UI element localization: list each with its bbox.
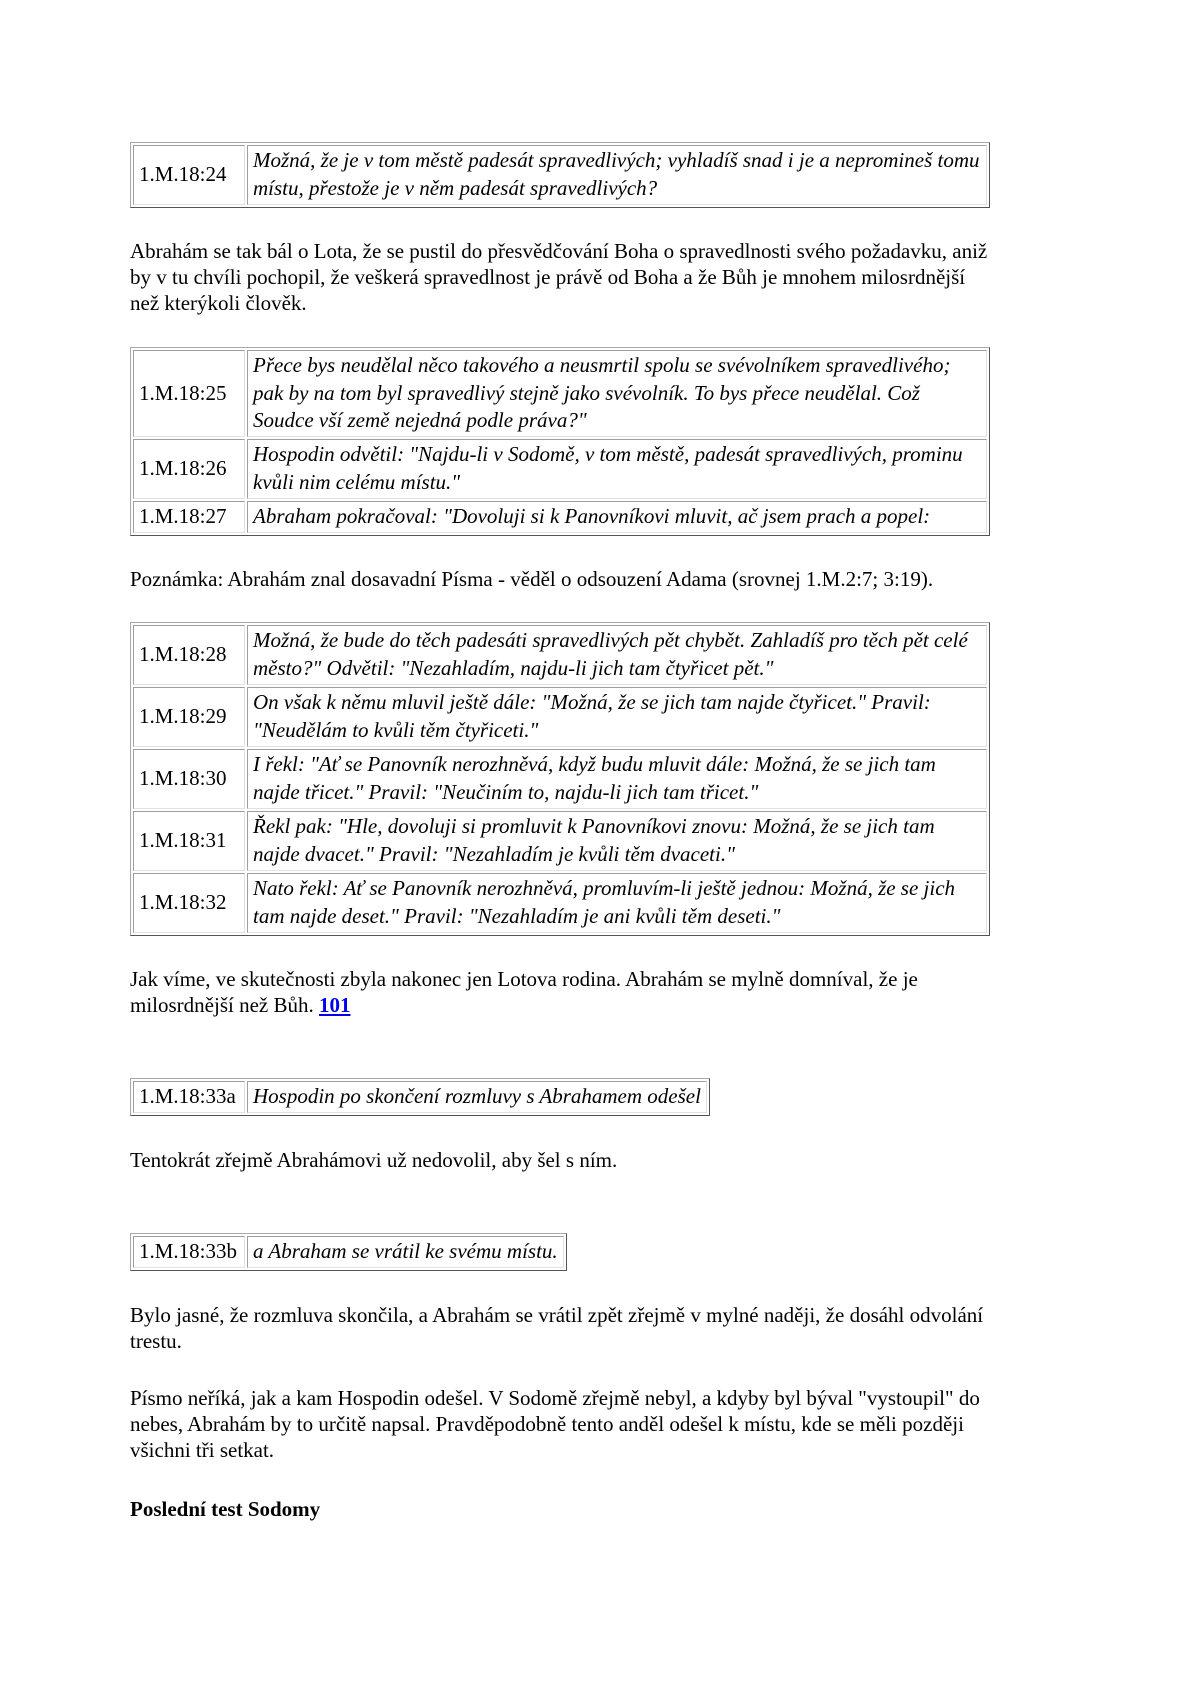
table-row <box>133 625 987 685</box>
table-row <box>133 350 987 438</box>
verse-ref: 1.M.18:29 <box>133 687 245 747</box>
table-row <box>133 439 987 499</box>
verse-table-18-24 <box>130 142 990 208</box>
verse-ref: 1.M.18:27 <box>133 501 245 533</box>
verse-table-wrap <box>130 1048 990 1117</box>
verse-table-18-28-32 <box>130 622 990 935</box>
verse-ref: 1.M.18:24 <box>133 145 245 205</box>
verse-text: Nato řekl: Ať se Panovník nerozhněvá, promluvím-li ještě jednou: Možná, že se jich tam najde deset." Pravil: "Nezahladím je ani kvůli těm deseti." <box>247 873 987 933</box>
verse-ref: 1.M.18:26 <box>133 439 245 499</box>
verse-text: Možná, že bude do těch padesáti spravedlivých pět chybět. Zahladíš pro těch pět celé město?" Odvětil: "Nezahladím, najdu-li jich tam čtyřicet pět." <box>247 625 987 685</box>
table-row <box>133 811 987 871</box>
verse-text: Řekl pak: "Hle, dovoluji si promluvit k Panovníkovi znovu: Možná, že se jich tam najde dvacet." Pravil: "Nezahladím je kvůli těm dvaceti." <box>247 811 987 871</box>
verse-text: Hospodin po skončení rozmluvy s Abrahamem odešel <box>247 1081 707 1113</box>
paragraph-scripture-says: Písmo neříká, jak a kam Hospodin odešel. V Sodomě zřejmě nebyl, a kdyby byl býval "vystoupil" do nebes, Abrahám by to určitě napsal. Pravděpodobně tento anděl odešel k místu, kde se měli později všichni tři setkat. <box>130 1385 980 1463</box>
paragraph-abraham-fear: Abrahám se tak bál o Lota, že se pustil do přesvědčování Boha o spravedlnosti svého požadavku, aniž by v tu chvíli pochopil, že veškerá spravedlnost je právě od Boha a že Bůh je mnohem milosrdnější než kterýkoli člověk. <box>130 238 988 316</box>
verse-ref: 1.M.18:33b <box>133 1236 245 1268</box>
table-row <box>133 501 987 533</box>
paragraph-lot-family <box>130 966 990 1019</box>
paragraph-lot-family-text: Jak víme, ve skutečnosti zbyla nakonec jen Lotova rodina. Abrahám se mylně domníval, že je milosrdnější než Bůh. <box>130 966 918 1017</box>
table-row <box>133 749 987 809</box>
paragraph-no-permission: Tentokrát zřejmě Abrahámovi už nedovolil, aby šel s ním. <box>130 1148 618 1173</box>
verse-table-18-33a <box>130 1078 710 1116</box>
verse-ref: 1.M.18:31 <box>133 811 245 871</box>
table-row <box>133 873 987 933</box>
verse-text: Možná, že je v tom městě padesát spravedlivých; vyhladíš snad i je a nepromineš tomu místu, přestože je v něm padesát spravedlivých? <box>247 145 987 205</box>
verse-text: Hospodin odvětil: "Najdu-li v Sodomě, v tom městě, padesát spravedlivých, prominu kvůli nim celému místu." <box>247 439 987 499</box>
verse-table-18-25-27 <box>130 347 990 537</box>
paragraph-conversation-end: Bylo jasné, že rozmluva skončila, a Abrahám se vrátil zpět zřejmě v mylné naději, že dosáhl odvolání trestu. <box>130 1303 984 1354</box>
section-heading-posledni-test: Poslední test Sodomy <box>130 1497 321 1522</box>
paragraph-note: Poznámka: Abrahám znal dosavadní Písma - věděl o odsouzení Adama (srovnej 1.M.2:7; 3:19). <box>130 567 934 592</box>
table-row <box>133 145 987 205</box>
verse-ref: 1.M.18:28 <box>133 625 245 685</box>
verse-table-18-33b <box>130 1233 567 1271</box>
verse-ref: 1.M.18:25 <box>133 350 245 438</box>
verse-text: a Abraham se vrátil ke svému místu. <box>247 1236 564 1268</box>
footnote-101-link[interactable]: 101 <box>318 992 351 1017</box>
verse-ref: 1.M.18:33a <box>133 1081 245 1113</box>
verse-table-wrap <box>130 1203 990 1272</box>
verse-text: Přece bys neudělal něco takového a neusmrtil spolu se svévolníkem spravedlivého; pak by na tom byl spravedlivý stejně jako svévolník. To bys přece neudělal. Což Soudce vší země nejedná podle práva?" <box>247 350 987 438</box>
verse-ref: 1.M.18:30 <box>133 749 245 809</box>
verse-text: On však k němu mluvil ještě dále: "Možná, že se jich tam najde čtyřicet." Pravil: "Neudělám to kvůli těm čtyřiceti." <box>247 687 987 747</box>
table-row <box>133 687 987 747</box>
table-row <box>133 1081 707 1113</box>
verse-text: Abraham pokračoval: "Dovoluji si k Panovníkovi mluvit, ač jsem prach a popel: <box>247 501 987 533</box>
table-row <box>133 1236 564 1268</box>
verse-ref: 1.M.18:32 <box>133 873 245 933</box>
verse-text: I řekl: "Ať se Panovník nerozhněvá, když budu mluvit dále: Možná, že se jich tam najde třicet." Pravil: "Neučiním to, najdu-li jich tam třicet." <box>247 749 987 809</box>
